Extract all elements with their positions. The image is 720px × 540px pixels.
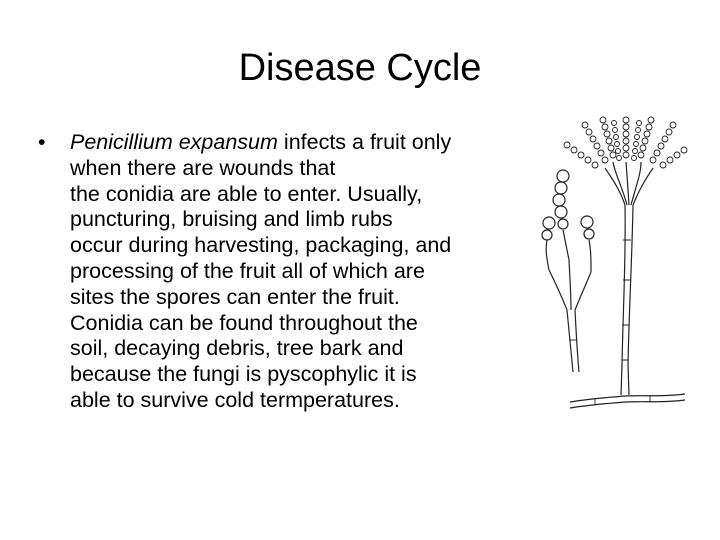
first-line-text: infects a fruit only [277,130,452,154]
conidia-chains-main [564,117,687,168]
paragraph-line: when there are wounds that [70,155,336,180]
paragraph-line: sites the spores can enter the fruit. [70,284,400,309]
penicillium-illustration [525,110,705,415]
paragraph-line: processing of the fruit all of which are [70,258,425,283]
conidiophore-main [570,162,685,408]
species-name: Penicillium expansum [70,130,278,154]
paragraph-line: puncturing, bruising and limb rubs [70,207,393,232]
slide-title: Disease Cycle [238,47,482,89]
paragraph-line: able to survive cold termperatures. [70,387,400,412]
paragraph-line: occur during harvesting, packaging, and [70,233,452,258]
conidiophore-small [542,170,594,372]
paragraph-line-1 [70,130,520,156]
paragraph-line: soil, decaying debris, tree bark and [70,336,404,361]
paragraph-line: the conidia are able to enter. Usually, [70,181,423,206]
bullet-paragraph [70,130,520,414]
paragraph-line: because the fungi is pyscophylic it is [70,362,417,387]
paragraph-line: Conidia can be found throughout the [70,310,418,335]
bullet-marker: • [38,130,46,154]
